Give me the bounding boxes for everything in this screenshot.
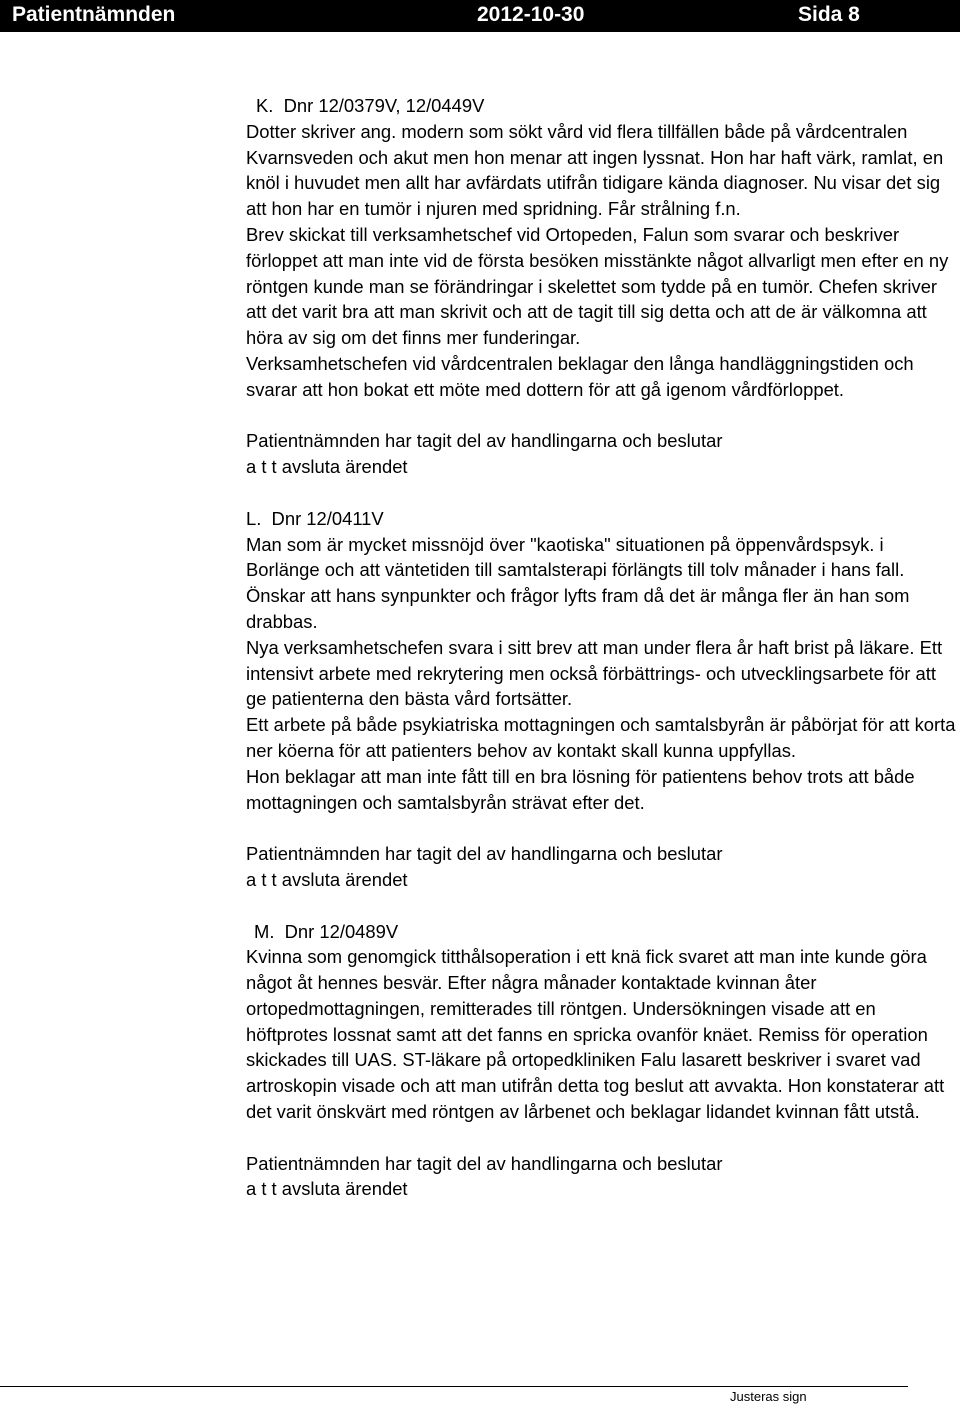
page-header	[0, 0, 960, 32]
decision-text: Patientnämnden har tagit del av handlingarna och beslutar	[246, 430, 723, 452]
signature-label: Justeras sign	[730, 1389, 807, 1404]
case-paragraph: Kvinna som genomgick titthålsoperation i ett knä fick svaret att man inte kunde göra något åt hennes besvär. Efter några månader kontaktade kvinnan åter ortopedmottagningen, remitterades till röntgen. Undersökningen visade att en höftprotes lossnat samt att det fanns en spricka ovanför knäet. Remiss för operation skickades till UAS. ST-läkare på ortopedkliniken Falu lasarett beskriver i svaret vad artroskopin visade och att man utifrån detta tog beslut att avvakta. Hon konstaterar att det varit önskvärt med röntgen av lårbenet och beklagar lidandet kvinnan fått utstå.	[246, 946, 945, 1123]
case-heading: K. Dnr 12/0379V, 12/0449V	[256, 95, 485, 116]
case-l	[246, 506, 960, 919]
case-heading: M. Dnr 12/0489V	[254, 920, 399, 942]
header-title: Patientnämnden	[12, 3, 176, 26]
case-paragraph: Verksamhetschefen vid vårdcentralen beklagar den långa handläggningstiden och svarar att hon bokat ett möte med dottern för att gå igenom vårdförloppet.	[246, 352, 914, 400]
decision-text: Patientnämnden har tagit del av handlingarna och beslutar	[246, 843, 723, 865]
decision-outcome: a t t avsluta ärendet	[246, 1178, 408, 1200]
footer-divider	[0, 1386, 908, 1387]
document-body	[246, 93, 960, 1202]
decision-outcome: a t t avsluta ärendet	[246, 868, 408, 890]
case-paragraph: Brev skickat till verksamhetschef vid Ortopeden, Falun som svarar och beskriver förloppet att man inte vid de första besöken misstänkte något allvarligt men efter en ny röntgen kunde man se förändringar i skelettet som tydde på en tumör. Chefen skriver att det varit bra att man skrivit och att de tagit till sig detta och att de är välkomna att höra av sig om det finns mer funderingar.	[246, 223, 949, 349]
decision-outcome: a t t avsluta ärendet	[246, 456, 408, 478]
decision-text: Patientnämnden har tagit del av handlingarna och beslutar	[246, 1152, 723, 1174]
header-page-number: Sida 8	[798, 3, 860, 26]
case-heading: L. Dnr 12/0411V	[246, 507, 384, 529]
case-paragraph: Man som är mycket missnöjd över "kaotiska" situationen på öppenvårdspsyk. i Borlänge och att väntetiden till samtalsterapi förlängts till tolv månader i hans fall. Önskar att hans synpunkter och frågor lyfts fram då det är många fler än han som drabbas.	[246, 533, 910, 632]
case-paragraph: Dotter skriver ang. modern som sökt vård vid flera tillfällen både på vårdcentralen Kvarnsveden och akut men hon menar att ingen lyssnat. Hon har haft värk, ramlat, en knöl i huvudet men allt har avfärdats utifrån tidigare kända diagnoser. Nu visar det sig att hon har en tumör i njuren med spridning. Får strålning f.n.	[246, 120, 944, 220]
case-m	[246, 919, 960, 1203]
case-paragraph: Ett arbete på både psykiatriska mottagningen och samtalsbyrån är påbörjat för att korta ner köerna för att patienters behov av kontakt skall kunna uppfyllas.	[246, 714, 956, 761]
header-date: 2012-10-30	[477, 3, 585, 26]
case-k	[246, 93, 960, 506]
case-paragraph: Nya verksamhetschefen svara i sitt brev att man under flera år haft brist på läkare. Ett intensivt arbete med rekrytering men också förbättrings- och utvecklingsarbete för att ge patienterna den bästa vård fortsätter.	[246, 636, 943, 710]
case-paragraph: Hon beklagar att man inte fått till en bra lösning för patientens behov trots att både mottagningen och samtalsbyrån strävat efter det.	[246, 765, 915, 813]
